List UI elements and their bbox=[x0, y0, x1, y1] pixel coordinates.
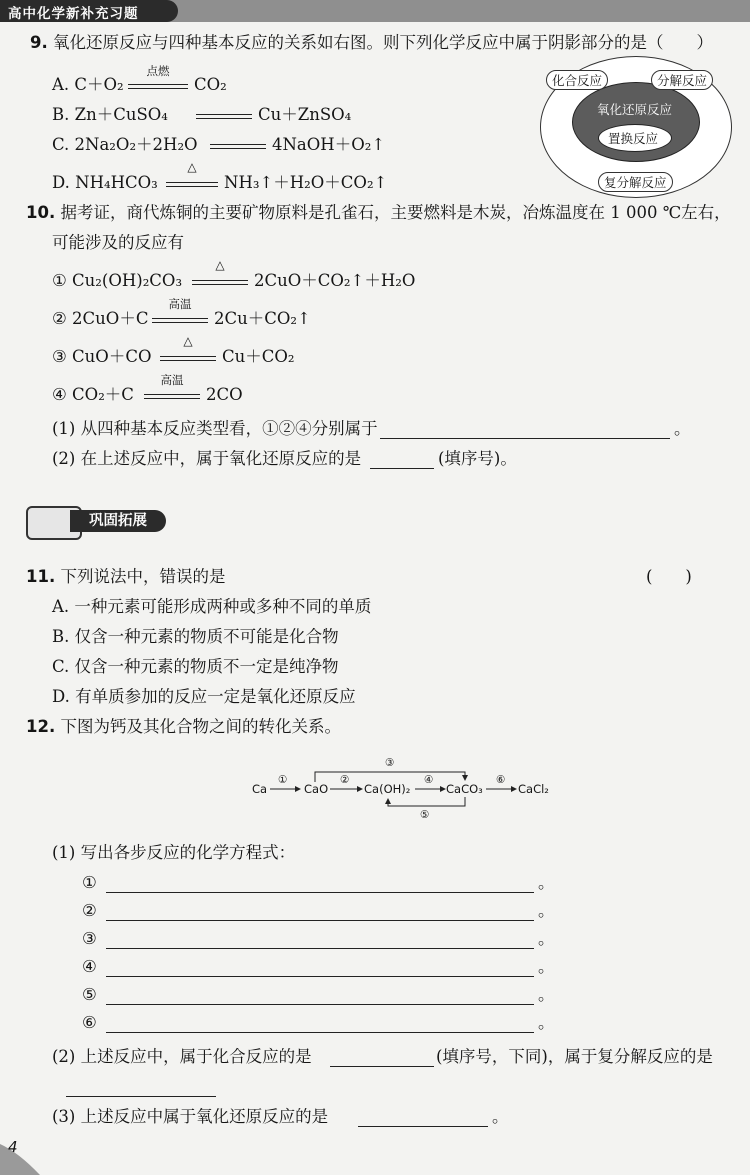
q12-p2-double-decomposition-blank[interactable] bbox=[66, 1096, 216, 1097]
q9-option-b-left: B. Zn＋CuSO₄ bbox=[52, 105, 168, 124]
q10-stem-2: 可能涉及的反应有 bbox=[52, 233, 184, 252]
q11-option-d: D. 有单质参加的反应一定是氧化还原反应 bbox=[52, 687, 356, 706]
q12-eq-period-5: 。 bbox=[538, 985, 555, 1004]
venn-label-double-decomposition: 复分解反应 bbox=[598, 172, 673, 192]
node-cacl2: CaCl₂ bbox=[518, 782, 549, 796]
q11-stem bbox=[26, 566, 225, 588]
q12-eq-blank-6[interactable] bbox=[106, 1032, 534, 1033]
node-caco3: CaCO₃ bbox=[446, 782, 483, 796]
node-ca: Ca bbox=[252, 782, 268, 796]
q12-part-1: (1) 写出各步反应的化学方程式： bbox=[52, 843, 296, 862]
q10-part-1: (1) 从四种基本反应类型看，①②④分别属于 bbox=[52, 419, 378, 438]
page-number: 4 bbox=[8, 1138, 18, 1156]
q10-r4-equals bbox=[144, 394, 200, 399]
q10-part-2: (2) 在上述反应中，属于氧化还原反应的是 bbox=[52, 449, 362, 468]
step-label-1: ① bbox=[278, 774, 288, 786]
venn-label-displacement: 置换反应 bbox=[608, 131, 659, 146]
q10-p1-answer-blank[interactable] bbox=[380, 438, 670, 439]
q10-r1-left: ① Cu₂(OH)₂CO₃ bbox=[52, 271, 183, 290]
q10-r3-right: Cu＋CO₂ bbox=[222, 347, 295, 366]
q10-r4-right: 2CO bbox=[206, 385, 243, 404]
q12-eq-period-6: 。 bbox=[538, 1013, 555, 1032]
step-label-3: ③ bbox=[385, 757, 395, 769]
q9-option-c-right: 4NaOH＋O₂↑ bbox=[272, 135, 386, 154]
q10-r1-equals bbox=[192, 280, 248, 285]
q12-eq-period-2: 。 bbox=[538, 901, 555, 920]
calcium-conversion-diagram bbox=[250, 757, 549, 830]
q12-part-3-end: 。 bbox=[492, 1107, 509, 1126]
q10-number: 10. bbox=[26, 203, 56, 222]
q10-p2-answer-blank[interactable] bbox=[370, 468, 434, 469]
q9-text: 氧化还原反应与四种基本反应的关系如右图。则下列化学反应中属于阴影部分的是（ ） bbox=[53, 33, 713, 52]
q9-option-a-left: A. C＋O₂ bbox=[52, 75, 124, 94]
node-caoh2: Ca(OH)₂ bbox=[364, 782, 411, 796]
q9-c-equals bbox=[210, 144, 266, 149]
q12-eq-blank-4[interactable] bbox=[106, 976, 534, 977]
q9-option-d-right: NH₃↑＋H₂O＋CO₂↑ bbox=[224, 173, 388, 192]
q12-eq-label-2: ② bbox=[82, 901, 97, 920]
step-label-6: ⑥ bbox=[496, 774, 506, 786]
q11-answer-paren[interactable]: ( ) bbox=[646, 567, 692, 586]
q10-r1-right: 2CuO＋CO₂↑＋H₂O bbox=[254, 271, 416, 290]
q10-r2-left: ② 2CuO＋C bbox=[52, 309, 149, 328]
q9-number: 9. bbox=[30, 33, 48, 52]
q9-option-b-right: Cu＋ZnSO₄ bbox=[258, 105, 352, 124]
q12-eq-period-1: 。 bbox=[538, 873, 555, 892]
q12-eq-label-3: ③ bbox=[82, 929, 97, 948]
node-cao: CaO bbox=[304, 782, 329, 796]
page-corner-decoration bbox=[0, 1138, 40, 1175]
q10-r4-left: ④ CO₂＋C bbox=[52, 385, 134, 404]
q9-option-d-left: D. NH₄HCO₃ bbox=[52, 173, 158, 192]
q10-text-1: 据考证，商代炼铜的主要矿物原料是孔雀石，主要燃料是木炭，冶炼温度在 1 000 ℃左右， bbox=[60, 203, 731, 222]
venn-label-decomposition: 分解反应 bbox=[651, 70, 713, 90]
q10-r2-equals bbox=[152, 318, 208, 323]
q12-eq-label-5: ⑤ bbox=[82, 985, 97, 1004]
q11-text: 下列说法中，错误的是 bbox=[60, 567, 226, 586]
q12-eq-blank-2[interactable] bbox=[106, 920, 534, 921]
q12-eq-blank-3[interactable] bbox=[106, 948, 534, 949]
q12-part-3: (3) 上述反应中属于氧化还原反应的是 bbox=[52, 1107, 329, 1126]
q11-option-c: C. 仅含一种元素的物质不一定是纯净物 bbox=[52, 657, 339, 676]
q12-number: 12. bbox=[26, 717, 56, 736]
q9-b-equals bbox=[196, 114, 252, 119]
q12-part-2a: (2) 上述反应中，属于化合反应的是 bbox=[52, 1047, 312, 1066]
q12-stem bbox=[26, 716, 341, 738]
q10-r3-equals bbox=[160, 356, 216, 361]
q11-number: 11. bbox=[26, 567, 56, 586]
q10-part-1-end: 。 bbox=[674, 419, 691, 438]
step-label-4: ④ bbox=[424, 774, 434, 786]
q12-eq-period-3: 。 bbox=[538, 929, 555, 948]
step-label-2: ② bbox=[340, 774, 350, 786]
q11-option-a: A. 一种元素可能形成两种或多种不同的单质 bbox=[52, 597, 372, 616]
section-label: 巩固拓展 bbox=[70, 510, 166, 532]
q12-p3-answer-blank[interactable] bbox=[358, 1126, 488, 1127]
section-banner bbox=[26, 506, 176, 536]
q12-eq-label-4: ④ bbox=[82, 957, 97, 976]
venn-label-combination: 化合反应 bbox=[546, 70, 608, 90]
q12-p2-combination-blank[interactable] bbox=[330, 1066, 434, 1067]
q9-d-equals bbox=[166, 182, 218, 187]
q12-part-2b: (填序号，下同)，属于复分解反应的是 bbox=[436, 1047, 713, 1066]
q10-r4-condition: 高温 bbox=[160, 373, 184, 387]
q9-option-c-left: C. 2Na₂O₂＋2H₂O bbox=[52, 135, 198, 154]
q10-r3-left: ③ CuO＋CO bbox=[52, 347, 152, 366]
book-title: 高中化学新补充习题 bbox=[8, 6, 139, 22]
q10-part-2-end: (填序号)。 bbox=[438, 449, 517, 468]
q10-r3-condition: △ bbox=[183, 334, 193, 348]
venn-label-redox: 氧化还原反应 bbox=[597, 102, 673, 117]
q12-text: 下图为钙及其化合物之间的转化关系。 bbox=[60, 717, 341, 736]
q9-a-condition: 点燃 bbox=[146, 64, 170, 78]
q10-r2-condition: 高温 bbox=[168, 297, 192, 311]
q10-stem-1 bbox=[26, 202, 731, 224]
q12-eq-label-1: ① bbox=[82, 873, 97, 892]
q12-eq-blank-1[interactable] bbox=[106, 892, 534, 893]
q12-eq-period-4: 。 bbox=[538, 957, 555, 976]
q9-d-condition: △ bbox=[187, 160, 197, 174]
q10-r2-right: 2Cu＋CO₂↑ bbox=[214, 309, 311, 328]
q9-a-equals bbox=[128, 84, 188, 89]
q9-option-a-right: CO₂ bbox=[194, 75, 227, 94]
q12-eq-label-6: ⑥ bbox=[82, 1013, 97, 1032]
q10-r1-condition: △ bbox=[215, 258, 225, 272]
q12-eq-blank-5[interactable] bbox=[106, 1004, 534, 1005]
q9-stem bbox=[30, 32, 713, 54]
q11-option-b: B. 仅含一种元素的物质不可能是化合物 bbox=[52, 627, 339, 646]
step-label-5: ⑤ bbox=[420, 809, 430, 821]
